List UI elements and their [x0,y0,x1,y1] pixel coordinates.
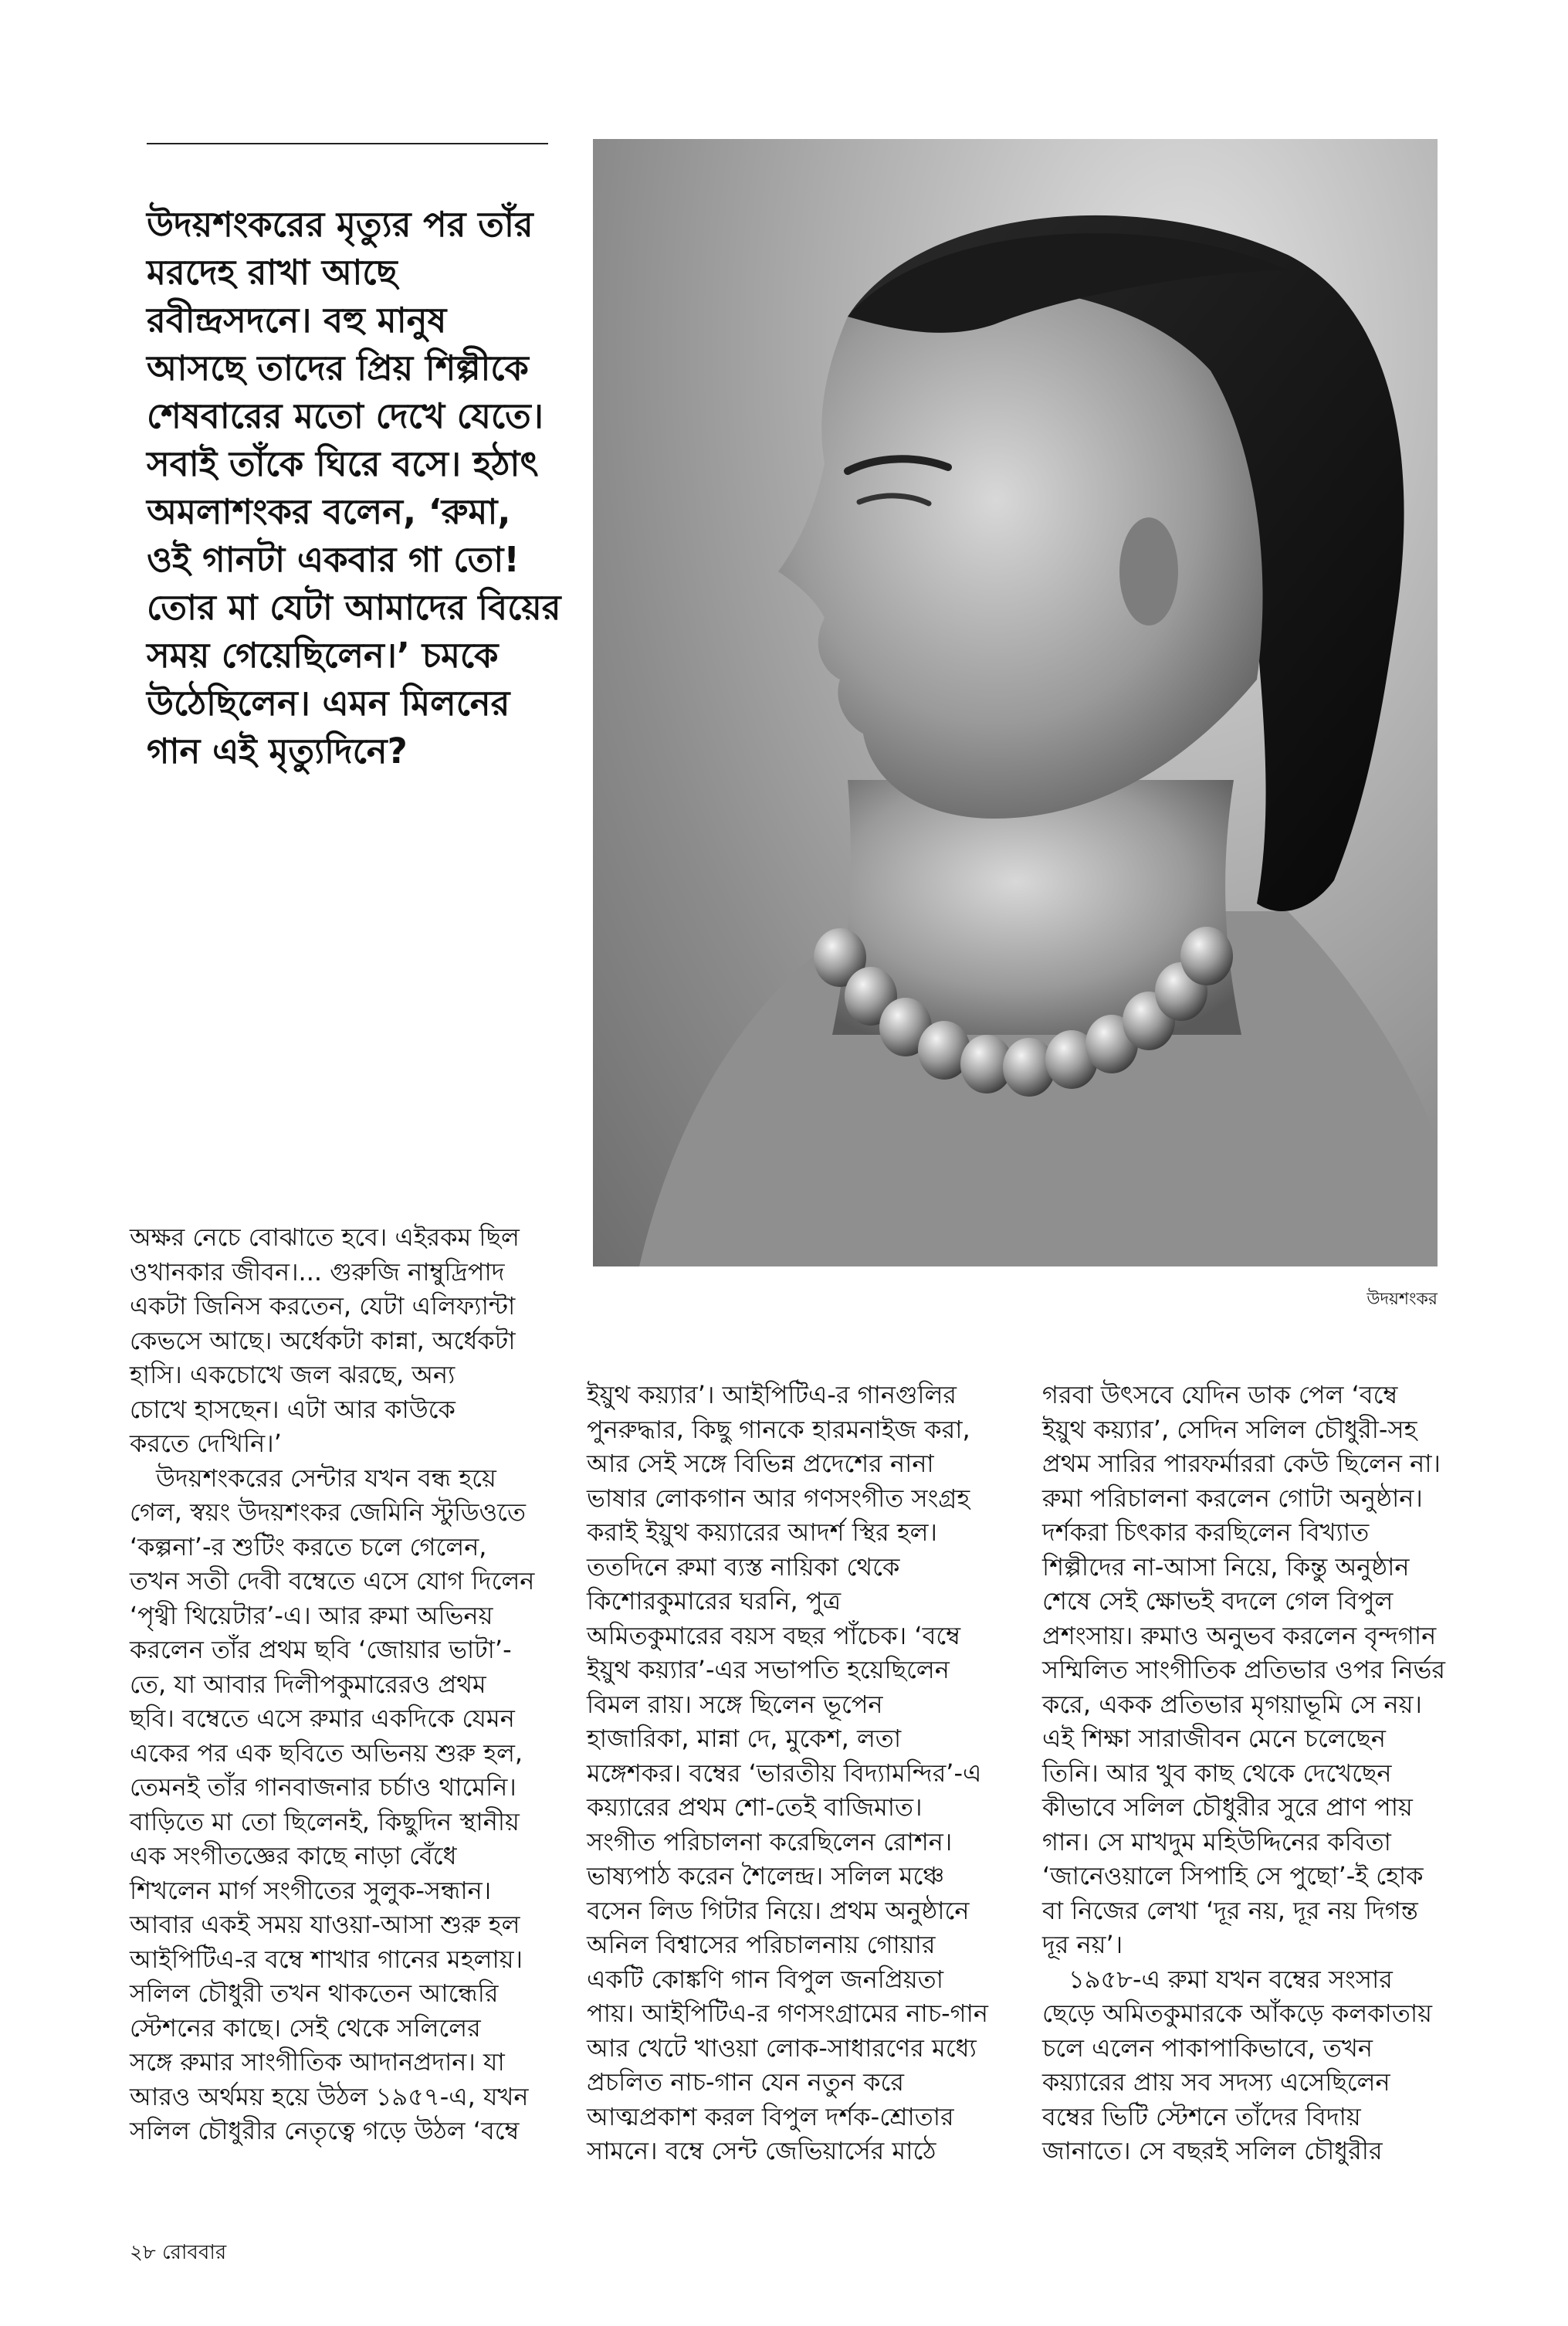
text-line: প্রচলিত নাচ-গান যেন নতুন করে [587,2067,904,2097]
text-line: গরবা উৎসবে যেদিন ডাক পেল ‘বম্বে [1042,1380,1398,1409]
text-line: অমিতকুমারের বয়স বছর পাঁচেক। ‘বম্বে [587,1620,961,1650]
page-footer: ২৮ রোববার [130,2241,227,2264]
text-line: চোখে হাসছেন। এটা আর কাউকে [130,1394,455,1424]
text-line: বসেন লিড গিটার নিয়ে। প্রথম অনুষ্ঠানে [587,1895,970,1925]
text-line: কয়্যারের প্রায় সব সদস্য এসেছিলেন [1042,2067,1390,2097]
text-line: হাসি। একচোখে জল ঝরছে, অন্য [130,1360,455,1389]
pull-quote-line: গান এই মৃত্যুদিনে? [147,731,408,771]
text-line: এক সংগীতজ্ঞের কাছে নাড়া বেঁধে [130,1841,457,1870]
pull-quote-line: রবীন্দ্রসদনে। বহু মানুষ [147,300,447,341]
text-line: জানাতে। সে বছরই সলিল চৌধুরীর [1042,2136,1383,2165]
pull-quote-line: সময় গেয়েছিলেন।’ চমকে [147,635,499,676]
pull-quote-line: আসছে তাদের প্রিয় শিল্পীকে [147,348,529,388]
text-line: শেষে সেই ক্ষোভই বদলে গেল বিপুল [1042,1586,1394,1616]
pull-quote-line: শেষবারের মতো দেখে যেতে। [147,395,544,436]
pull-quote-line: উদয়শংকরের মৃত্যুর পর তাঁর [147,204,533,245]
text-line: ১৯৫৮-এ রুমা যখন বম্বের সংসার [1068,1964,1393,1994]
text-line: প্রথম সারির পারফর্মাররা কেউ ছিলেন না। [1042,1449,1441,1478]
article-column-2 [587,1378,1035,2168]
text-line: ভাষ্যপাঠ করেন শৈলেন্দ্র। সলিল মঞ্চে [587,1861,945,1890]
text-line: ইয়ুথ কয়্যার’-এর সভাপতি হয়েছিলেন [587,1655,950,1684]
text-line: চলে এলেন পাকাপাকিভাবে, তখন [1042,2033,1373,2063]
text-line: মঙ্গেশকর। বম্বের ‘ভারতীয় বিদ্যামন্দির’-এ [587,1758,982,1788]
text-line: কেভসে আছে। অর্ধেকটা কান্না, অর্ধেকটা [130,1325,516,1355]
text-line: তেমনই তাঁর গানবাজনার চর্চাও থামেনি। [130,1772,516,1802]
pull-quote [147,201,579,775]
text-line: আর খেটে খাওয়া লোক-সাধারণের মধ্যে [587,2033,977,2063]
text-line: সলিল চৌধুরীর নেতৃত্বে গড়ে উঠল ‘বম্বে [130,2116,520,2145]
text-line: উদয়শংকরের সেন্টার যখন বন্ধ হয়ে [156,1463,496,1493]
text-line: বিমল রায়। সঙ্গে ছিলেন ভূপেন [587,1689,883,1719]
portrait-illustration [593,139,1438,1266]
text-line: কিশোরকুমারের ঘরনি, পুত্র [587,1586,842,1616]
text-line: শিখলেন মার্গ সংগীতের সুলুক-সন্ধান। [130,1875,492,1905]
text-line: সম্মিলিত সাংগীতিক প্রতিভার ওপর নির্ভর [1042,1655,1445,1684]
text-line: প্রশংসায়। রুমাও অনুভব করলেন বৃন্দগান [1042,1620,1437,1650]
text-line: তে, যা আবার দিলীপকুমারেরও প্রথম [130,1669,486,1699]
text-line: বাড়িতে মা তো ছিলেনই, কিছুদিন স্থানীয় [130,1806,520,1836]
text-line: করে, একক প্রতিভার মৃগয়াভূমি সে নয়। [1042,1689,1422,1719]
text-line: বম্বের ভিটি স্টেশনে তাঁদের বিদায় [1042,2101,1361,2131]
ear-shape [1119,517,1178,626]
header-rule [147,143,548,144]
text-line: অনিল বিশ্বাসের পরিচালনায় গোয়ার [587,1930,936,1959]
text-line: শিল্পীদের না-আসা নিয়ে, কিন্তু অনুষ্ঠান [1042,1551,1410,1582]
text-line: করাই ইয়ুথ কয়্যারের আদর্শ স্থির হল। [587,1517,937,1547]
text-line: স্টেশনের কাছে। সেই থেকে সলিলের [130,2012,481,2043]
text-line: আবার একই সময় যাওয়া-আসা শুরু হল [130,1910,520,1939]
pull-quote-line: উঠেছিলেন। এমন মিলনের [147,683,510,724]
text-line: পায়। আইপিটিএ-র গণসংগ্রামের নাচ-গান [587,1999,989,2028]
text-line: কয়্যারের প্রথম শো-তেই বাজিমাত। [587,1792,923,1822]
text-line: দর্শকরা চিৎকার করছিলেন বিখ্যাত [1042,1517,1370,1547]
text-line: সলিল চৌধুরী তখন থাকতেন আন্ধেরি [130,1978,499,2008]
text-line: ছবি। বম্বেতে এসে রুমার একদিকে যেমন [130,1704,515,1733]
text-line: তখন সতী দেবী বম্বেতে এসে যোগ দিলেন [130,1566,535,1595]
article-column-3 [1042,1378,1490,2168]
text-line: ইয়ুথ কয়্যার’। আইপিটিএ-র গানগুলির [587,1380,957,1409]
text-line: রুমা পরিচালনা করলেন গোটা অনুষ্ঠান। [1042,1483,1423,1513]
pull-quote-line: ওই গানটা একবার গা তো! [147,539,520,580]
text-line: দূর নয়’। [1042,1930,1123,1959]
pull-quote-line: অমলাশংকর বলেন, ‘রুমা, [147,491,511,532]
text-line: সামনে। বম্বে সেন্ট জেভিয়ার্সের মাঠে [587,2136,936,2165]
pull-quote-line: মরদেহ রাখা আছে [147,252,398,293]
text-line: তিনি। আর খুব কাছ থেকে দেখেছেন [1042,1758,1392,1788]
text-line: আরও অর্থময় হয়ে উঠল ১৯৫৭-এ, যখন [130,2081,529,2111]
text-line: একটি কোঙ্কণি গান বিপুল জনপ্রিয়তা [587,1964,943,1994]
text-line: গান। সে মাখদুম মহিউদ্দিনের কবিতা [1042,1826,1391,1856]
text-line: করতে দেখিনি।’ [130,1429,282,1458]
text-line: অক্ষর নেচে বোঝাতে হবে। এইরকম ছিল [130,1222,520,1252]
text-line: ‘পৃথ্বী থিয়েটার’-এ। আর রুমা অভিনয় [130,1600,493,1630]
text-line: হাজারিকা, মান্না দে, মুকেশ, লতা [587,1724,902,1753]
pull-quote-line: তোর মা যেটা আমাদের বিয়ের [147,587,561,628]
text-line: ভাষার লোকগান আর গণসংগীত সংগ্রহ [587,1483,970,1513]
text-line: ইয়ুথ কয়্যার’, সেদিন সলিল চৌধুরী-সহ [1042,1414,1417,1444]
text-line: বা নিজের লেখা ‘দূর নয়, দূর নয় দিগন্ত [1042,1895,1418,1925]
text-line: ওখানকার জীবন।... গুরুজি নাম্বুদ্রিপাদ [130,1256,505,1287]
text-line: একটা জিনিস করতেন, যেটা এলিফ্যান্টা [130,1291,516,1321]
text-line: পুনরুদ্ধার, কিছু গানকে হারমনাইজ করা, [587,1414,970,1444]
text-line: গেল, স্বয়ং উদয়শংকর জেমিনি স্টুডিওতে [130,1497,527,1527]
photo-caption: উদয়শংকর [1366,1290,1438,1309]
text-line: ‘কল্পনা’-র শুটিং করতে চলে গেলেন, [130,1531,487,1561]
text-line: আত্মপ্রকাশ করল বিপুল দর্শক-শ্রোতার [587,2101,954,2131]
text-line: এই শিক্ষা সারাজীবন মেনে চলেছেন [1042,1724,1386,1753]
article-column-1 [130,1220,577,2148]
text-line: আইপিটিএ-র বম্বে শাখার গানের মহলায়। [130,1944,523,1974]
text-line: সংগীত পরিচালনা করেছিলেন রোশন। [587,1826,953,1856]
face-shape [778,287,1263,819]
pull-quote-line: সবাই তাঁকে ঘিরে বসে। হঠাৎ [147,443,539,484]
text-line: কীভাবে সলিল চৌধুরীর সুরে প্রাণ পায় [1042,1792,1413,1822]
text-line: করলেন তাঁর প্রথম ছবি ‘জোয়ার ভাটা’- [130,1635,512,1664]
text-line: সঙ্গে রুমার সাংগীতিক আদানপ্রদান। যা [130,2047,505,2077]
portrait-photo [593,139,1438,1266]
text-line: ছেড়ে অমিতকুমারকে আঁকড়ে কলকাতায় [1042,1999,1432,2028]
text-line: ততদিনে রুমা ব্যস্ত নায়িকা থেকে [587,1551,900,1582]
text-line: একের পর এক ছবিতে অভিনয় শুরু হল, [130,1738,523,1768]
text-line: ‘জানেওয়ালে সিপাহি সে পুছো’-ই হোক [1042,1861,1424,1890]
text-line: আর সেই সঙ্গে বিভিন্ন প্রদেশের নানা [587,1449,934,1478]
